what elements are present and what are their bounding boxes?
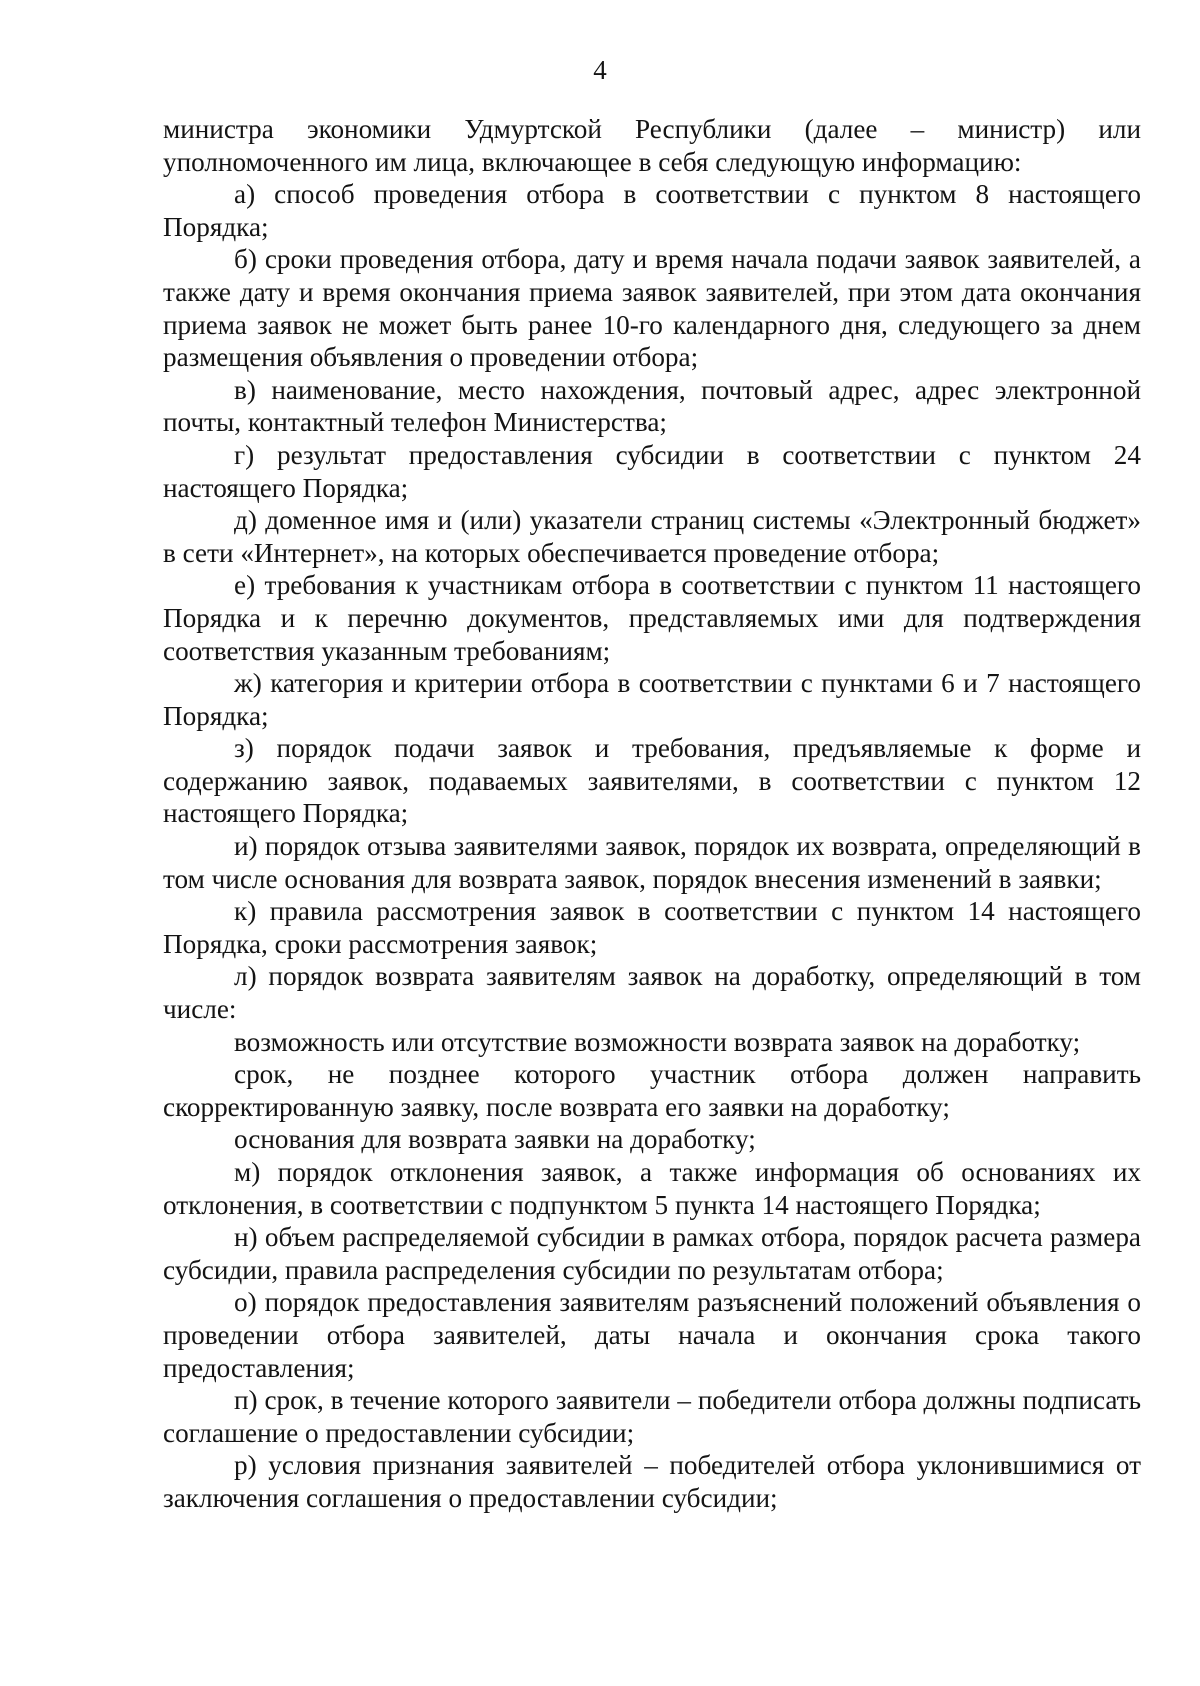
paragraph-intro: министра экономики Удмуртской Республики (далее – министр) или уполномоченного им лица, включающее в себя следующую информацию: — [163, 114, 1141, 177]
paragraph-item-g: г) результат предоставления субсидии в соответствии с пунктом 24 настоящего Порядка; — [163, 439, 1141, 503]
paragraph-item-p: п) срок, в течение которого заявители – победители отбора должны подписать соглашение о предоставлении субсидии; — [163, 1385, 1141, 1448]
paragraph-item-r: р) условия признания заявителей – победителей отбора уклонившимися от заключения соглашения о предоставлении субсидии; — [163, 1450, 1141, 1513]
paragraph-item-l-sub-2: срок, не позднее которого участник отбора должен направить скорректированную заявку, после возврата его заявки на доработку; — [163, 1059, 1141, 1122]
paragraph-item-l-sub-3: основания для возврата заявки на доработку; — [234, 1124, 756, 1155]
paragraph-item-k: к) правила рассмотрения заявок в соответствии с пунктом 14 настоящего Порядка, сроки рассмотрения заявок; — [163, 896, 1141, 959]
paragraph-item-zh: ж) категория и критерии отбора в соответствии с пунктами 6 и 7 настоящего Порядка; — [163, 668, 1141, 731]
paragraph-item-v: в) наименование, место нахождения, почтовый адрес, адрес электронной почты, контактный телефон Министерства; — [163, 374, 1141, 438]
paragraph-item-a: а) способ проведения отбора в соответствии с пунктом 8 настоящего Порядка; — [163, 179, 1141, 242]
document-body — [163, 113, 1141, 1515]
paragraph-item-o: о) порядок предоставления заявителям разъяснений положений объявления о проведении отбора заявителей, даты начала и окончания срока такого предоставления; — [163, 1287, 1141, 1383]
paragraph-item-l: л) порядок возврата заявителям заявок на доработку, определяющий в том числе: — [163, 961, 1141, 1025]
paragraph-item-m: м) порядок отклонения заявок, а также информация об основаниях их отклонения, в соответствии с подпунктом 5 пункта 14 настоящего Порядка; — [163, 1157, 1141, 1220]
paragraph-item-z: з) порядок подачи заявок и требования, предъявляемые к форме и содержанию заявок, подаваемых заявителями, в соответствии с пунктом 12 настоящего Порядка; — [163, 733, 1141, 829]
page-number: 4 — [593, 55, 607, 85]
paragraph-item-e: е) требования к участникам отбора в соответствии с пунктом 11 настоящего Порядка и к перечню документов, представляемых ими для подтверждения соответствия указанным требованиям; — [163, 570, 1141, 666]
paragraph-item-d: д) доменное имя и (или) указатели страниц системы «Электронный бюджет» в сети «Интернет», на которых обеспечивается проведение отбора; — [163, 505, 1141, 568]
paragraph-item-l-sub-1: возможность или отсутствие возможности возврата заявок на доработку; — [234, 1026, 1081, 1057]
paragraph-item-i: и) порядок отзыва заявителями заявок, порядок их возврата, определяющий в том числе основания для возврата заявок, порядок внесения изменений в заявки; — [163, 831, 1141, 894]
paragraph-item-b: б) сроки проведения отбора, дату и время начала подачи заявок заявителей, а также дату и время окончания приема заявок заявителей, при этом дата окончания приема заявок не может быть ранее 10-го календарного дня, следующего за днем размещения объявления о проведении отбора; — [163, 244, 1141, 373]
paragraph-item-n: н) объем распределяемой субсидии в рамках отбора, порядок расчета размера субсидии, правила распределения субсидии по результатам отбора; — [163, 1222, 1141, 1285]
